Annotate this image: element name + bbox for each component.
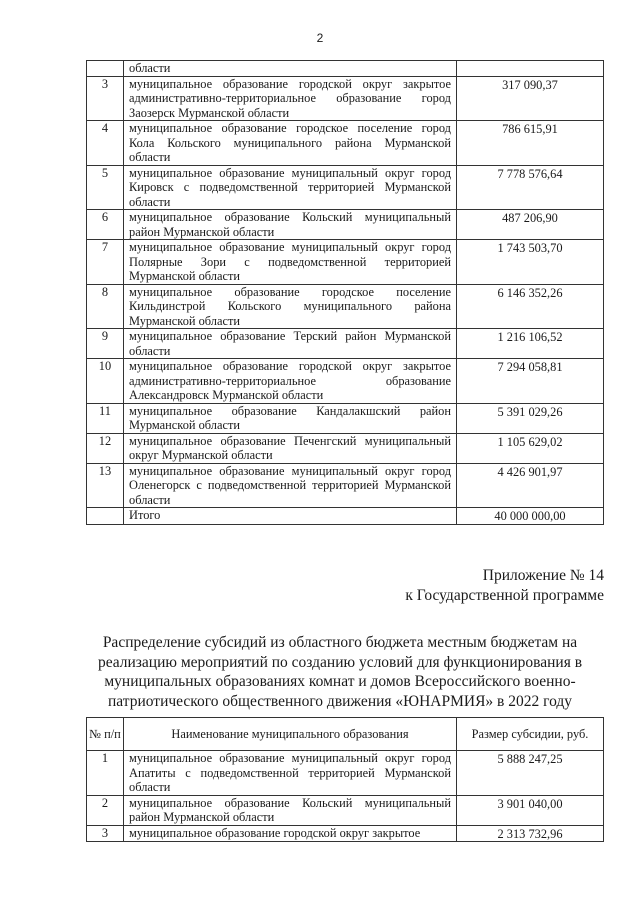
table-row xyxy=(87,359,604,404)
municipality-name: муниципальное образование городское поселение город Кола Кольского муниципального района Мурманской области xyxy=(124,121,457,166)
municipality-name: муниципальное образование Кольский муниципальный район Мурманской области xyxy=(124,795,457,825)
subsidy-amount: 317 090,37 xyxy=(457,76,604,121)
subsidy-amount: 2 313 732,96 xyxy=(457,825,604,842)
row-number: 5 xyxy=(87,165,124,210)
row-number: 8 xyxy=(87,284,124,329)
appendix-reference: к Государственной программе xyxy=(405,587,604,604)
table-row xyxy=(87,210,604,240)
row-number: 10 xyxy=(87,359,124,404)
municipality-name: области xyxy=(124,61,457,77)
subsidy-amount: 7 778 576,64 xyxy=(457,165,604,210)
row-number: 12 xyxy=(87,433,124,463)
table-row xyxy=(87,433,604,463)
municipality-name: муниципальное образование муниципальный округ город Полярные Зори с подведомственной территорией Мурманской области xyxy=(124,240,457,285)
header-amount: Размер субсидии, руб. xyxy=(457,718,604,751)
header-name: Наименование муниципального образования xyxy=(124,718,457,751)
row-number: 13 xyxy=(87,463,124,508)
table-row xyxy=(87,61,604,77)
subsidy-amount: 7 294 058,81 xyxy=(457,359,604,404)
table-row xyxy=(87,795,604,825)
table-row xyxy=(87,76,604,121)
subsidy-amount: 1 105 629,02 xyxy=(457,433,604,463)
table-row xyxy=(87,825,604,842)
municipality-name: муниципальное образование муниципальный округ город Оленегорск с подведомственной территорией Мурманской области xyxy=(124,463,457,508)
subsidy-amount: 1 216 106,52 xyxy=(457,329,604,359)
row-number xyxy=(87,508,124,525)
municipality-name: муниципальное образование городской округ закрытое xyxy=(124,825,457,842)
municipality-name: муниципальное образование городское поселение Кильдинстрой Кольского муниципального района Мурманской области xyxy=(124,284,457,329)
row-number xyxy=(87,61,124,77)
municipality-name: муниципальное образование муниципальный округ город Кировск с подведомственной территорией Мурманской области xyxy=(124,165,457,210)
row-number: 6 xyxy=(87,210,124,240)
subsidy-table-continued xyxy=(86,60,604,525)
table-row xyxy=(87,751,604,796)
municipality-name: муниципальное образование Кольский муниципальный район Мурманской области xyxy=(124,210,457,240)
row-number: 3 xyxy=(87,825,124,842)
row-number: 4 xyxy=(87,121,124,166)
table-header-row xyxy=(87,718,604,751)
municipality-name: Итого xyxy=(124,508,457,525)
table-row xyxy=(87,329,604,359)
row-number: 1 xyxy=(87,751,124,796)
table-row xyxy=(87,463,604,508)
subsidy-amount xyxy=(457,61,604,77)
table-row xyxy=(87,284,604,329)
page-number: 2 xyxy=(316,31,324,45)
subsidy-amount: 6 146 352,26 xyxy=(457,284,604,329)
subsidy-amount: 5 888 247,25 xyxy=(457,751,604,796)
subsidy-amount: 487 206,90 xyxy=(457,210,604,240)
subsidy-amount: 40 000 000,00 xyxy=(457,508,604,525)
table-row xyxy=(87,508,604,525)
municipality-name: муниципальное образование Терский район Мурманской области xyxy=(124,329,457,359)
row-number: 2 xyxy=(87,795,124,825)
subsidy-amount: 4 426 901,97 xyxy=(457,463,604,508)
municipality-name: муниципальное образование муниципальный округ город Апатиты с подведомственной территорией Мурманской области xyxy=(124,751,457,796)
row-number: 9 xyxy=(87,329,124,359)
municipality-name: муниципальное образование Печенгский муниципальный округ Мурманской области xyxy=(124,433,457,463)
yunarmiya-subsidy-table xyxy=(86,717,604,842)
table-row xyxy=(87,403,604,433)
subsidy-amount: 3 901 040,00 xyxy=(457,795,604,825)
municipality-name: муниципальное образование городской округ закрытое административно-территориальное образование город Заозерск Мурманской области xyxy=(124,76,457,121)
municipality-name: муниципальное образование Кандалакшский район Мурманской области xyxy=(124,403,457,433)
municipality-name: муниципальное образование городской округ закрытое административно-территориальное образование Александровск Мурманской области xyxy=(124,359,457,404)
appendix-label: Приложение № 14 xyxy=(482,567,604,584)
row-number: 3 xyxy=(87,76,124,121)
table-row xyxy=(87,121,604,166)
subsidy-amount: 5 391 029,26 xyxy=(457,403,604,433)
row-number: 11 xyxy=(87,403,124,433)
table-row xyxy=(87,165,604,210)
row-number: 7 xyxy=(87,240,124,285)
table-row xyxy=(87,240,604,285)
subsidy-amount: 1 743 503,70 xyxy=(457,240,604,285)
document-title: Распределение субсидий из областного бюджета местным бюджетам на реализацию мероприятий по созданию условий для функционирования в муниципальных образованиях комнат и домов Всероссийского военно-патриотического общественного движения «ЮНАРМИЯ» в 2022 году xyxy=(97,634,583,710)
subsidy-amount: 786 615,91 xyxy=(457,121,604,166)
header-num: № п/п xyxy=(87,718,124,751)
